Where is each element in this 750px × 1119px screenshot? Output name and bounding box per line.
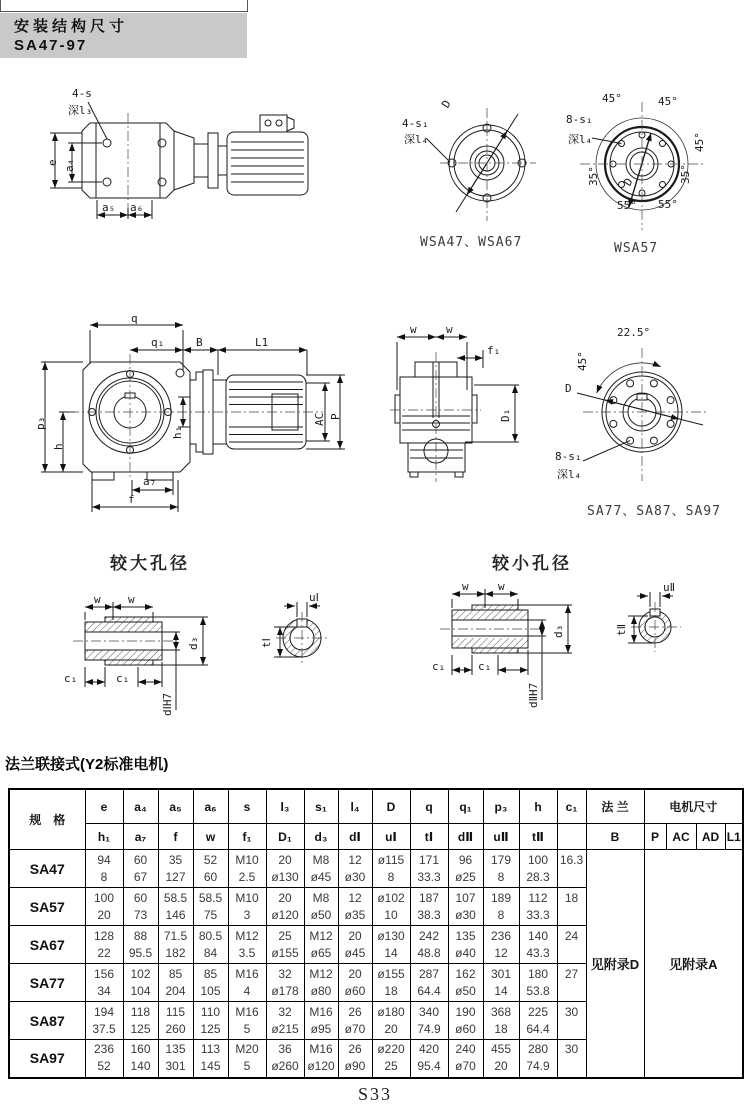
table-cell: 368 18: [483, 1002, 519, 1040]
dim-a4: a₄: [63, 158, 76, 172]
table-cell: 180 53.8: [519, 964, 557, 1002]
table-cell: 107 ø30: [448, 888, 483, 926]
table-cell: 30: [557, 1040, 586, 1078]
page-number: S33: [357, 1084, 392, 1104]
table-cell: 20 ø130: [266, 850, 304, 888]
table-cell: ø180 20: [372, 1002, 410, 1040]
motor-size-header: 电机尺寸: [644, 789, 743, 824]
col-header: d₃: [304, 824, 338, 850]
flange-column-header: 法 兰: [586, 789, 644, 824]
dim-f: f: [128, 493, 135, 506]
dim-a6: a₆: [130, 201, 144, 214]
dim-f1: f₁: [487, 344, 501, 357]
model-cell: SA67: [9, 926, 85, 964]
col-header: tⅠ: [410, 824, 448, 850]
page-subtitle: SA47-97: [14, 37, 88, 54]
table-cell: 140 43.3: [519, 926, 557, 964]
dim-angle-45-2: 45°: [658, 95, 678, 108]
dim-d: D: [439, 97, 454, 111]
table-cell: 35 127: [158, 850, 193, 888]
col-header: P: [644, 824, 666, 850]
col-header: l₃: [266, 789, 304, 824]
table-cell: 162 ø50: [448, 964, 483, 1002]
table-cell: 242 48.8: [410, 926, 448, 964]
col-header-b: B: [586, 824, 644, 850]
dim-w-left: w: [94, 593, 101, 606]
dim-angle-45: 45°: [576, 351, 589, 371]
table-cell: 287 64.4: [410, 964, 448, 1002]
dim-angle-35-2: 35°: [679, 164, 692, 184]
col-header: uⅡ: [483, 824, 519, 850]
col-header: tⅡ: [519, 824, 557, 850]
dim-p: P: [329, 413, 342, 420]
dim-depth-l4: 深l₄: [404, 133, 429, 146]
table-cell: 52 60: [193, 850, 228, 888]
dim-angle-55-2: 55°: [658, 198, 678, 211]
page-title: 安装结构尺寸: [14, 18, 129, 35]
table-cell: M10 2.5: [228, 850, 266, 888]
table-cell: 236 52: [85, 1040, 123, 1078]
table-cell: M16 ø95: [304, 1002, 338, 1040]
table-cell: 96 ø25: [448, 850, 483, 888]
table-cell: 60 73: [123, 888, 158, 926]
col-header: a₄: [123, 789, 158, 824]
col-header: w: [193, 824, 228, 850]
table-cell: 20 ø60: [338, 964, 372, 1002]
dim-d3: d₃: [187, 636, 200, 650]
table-cell: 236 12: [483, 926, 519, 964]
col-header: f₁: [228, 824, 266, 850]
dim-h: h: [52, 443, 65, 450]
table-cell: 58.5 146: [158, 888, 193, 926]
dim-w-right: w: [128, 593, 135, 606]
table-cell: M20 5: [228, 1040, 266, 1078]
dim-e: e: [46, 159, 59, 166]
table-cell: 340 74.9: [410, 1002, 448, 1040]
col-header: L1: [725, 824, 743, 850]
table-cell: M8 ø45: [304, 850, 338, 888]
table-cell: 225 64.4: [519, 1002, 557, 1040]
dim-a7: a₇: [143, 475, 157, 488]
table-cell: 88 95.5: [123, 926, 158, 964]
col-header: D: [372, 789, 410, 824]
dim-ac: AC: [313, 412, 326, 426]
table-cell: M8 ø50: [304, 888, 338, 926]
gearmotor-side-view-top-drawing: [38, 86, 328, 232]
dim-w-left: w: [410, 323, 417, 336]
caption-wsa57: WSA57: [614, 241, 659, 256]
dim-c1-left: c₁: [432, 660, 446, 673]
table-cell: 102 104: [123, 964, 158, 1002]
dim-4-s1: 4-s₁: [402, 117, 429, 130]
dim-d1: D₁: [499, 408, 512, 422]
col-header: a₅: [158, 789, 193, 824]
gearbox-front-view-drawing: [388, 320, 528, 485]
dim-w-left: w: [462, 580, 469, 593]
dim-c1-right: c₁: [478, 660, 492, 673]
dim-depth-l4: 深l₄: [557, 468, 582, 481]
table-cell: 100 20: [85, 888, 123, 926]
col-header: p₃: [483, 789, 519, 824]
dim-angle-55-1: 55°: [617, 199, 637, 212]
table-cell: 25 ø155: [266, 926, 304, 964]
page-header: [0, 13, 247, 58]
dim-w-right: w: [498, 580, 505, 593]
table-cell: 110 125: [193, 1002, 228, 1040]
table-cell: 16.3: [557, 850, 586, 888]
table-cell: M12 3.5: [228, 926, 266, 964]
col-header: a₇: [123, 824, 158, 850]
dim-d: D: [621, 175, 636, 189]
col-header: q₁: [448, 789, 483, 824]
col-header: [557, 824, 586, 850]
table-cell: 36 ø260: [266, 1040, 304, 1078]
top-strip-box: [0, 0, 248, 12]
col-header: f: [158, 824, 193, 850]
caption-wsa47-wsa67: WSA47、WSA67: [420, 235, 523, 250]
table-cell: 420 95.4: [410, 1040, 448, 1078]
table-cell: M16 5: [228, 1002, 266, 1040]
col-header: s₁: [304, 789, 338, 824]
flange-view-sa77-97-drawing: [543, 323, 721, 521]
dim-angle-45-1: 45°: [602, 92, 622, 105]
hollow-shaft-small-bore-drawing: [420, 578, 720, 723]
table-row: [9, 850, 743, 888]
col-header: AD: [696, 824, 725, 850]
table-cell: 194 37.5: [85, 1002, 123, 1040]
caption-sa77-sa87-sa97: SA77、SA87、SA97: [587, 504, 721, 519]
col-header: uⅠ: [372, 824, 410, 850]
table-cell: 190 ø60: [448, 1002, 483, 1040]
dim-d: D: [565, 382, 572, 395]
table-cell: ø115 8: [372, 850, 410, 888]
table-cell: ø155 18: [372, 964, 410, 1002]
dim-depth-l4: 深l₄: [568, 133, 593, 146]
table-cell: 20 ø45: [338, 926, 372, 964]
table-cell: 26 ø90: [338, 1040, 372, 1078]
table-cell: ø220 25: [372, 1040, 410, 1078]
table-cell: 115 260: [158, 1002, 193, 1040]
table-cell: 32 ø178: [266, 964, 304, 1002]
dim-w-right: w: [446, 323, 453, 336]
table-cell: 171 33.3: [410, 850, 448, 888]
dim-depth-l3: 深l₃: [68, 104, 93, 117]
col-header: q: [410, 789, 448, 824]
col-header: dⅠ: [338, 824, 372, 850]
dim-uII: uⅡ: [663, 581, 676, 594]
dimension-table: [8, 788, 744, 1079]
model-cell: SA87: [9, 1002, 85, 1040]
table-cell: 58.5 75: [193, 888, 228, 926]
dim-h1: h₁: [171, 425, 184, 439]
dim-angle-22-5: 22.5°: [617, 326, 651, 339]
flange-note-cell: 见附录D: [586, 850, 644, 1078]
spec-column-header: 规 格: [9, 789, 85, 850]
dim-q: q: [131, 312, 138, 325]
table-cell: 179 8: [483, 850, 519, 888]
table-cell: 80.5 84: [193, 926, 228, 964]
table-cell: 113 145: [193, 1040, 228, 1078]
table-cell: 135 ø40: [448, 926, 483, 964]
table-cell: 280 74.9: [519, 1040, 557, 1078]
col-header: e: [85, 789, 123, 824]
dim-uI: uⅠ: [309, 591, 319, 604]
dim-dII-h7: dⅡH7: [527, 682, 540, 708]
table-cell: 27: [557, 964, 586, 1002]
table-cell: M16 ø120: [304, 1040, 338, 1078]
bore-large-title: 较大孔径: [110, 554, 190, 573]
motor-note-cell: 见附录A: [644, 850, 743, 1078]
hollow-shaft-large-bore-drawing: [58, 588, 373, 723]
dim-tII: tⅡ: [615, 623, 628, 636]
dim-b: B: [196, 336, 203, 349]
table-cell: 128 22: [85, 926, 123, 964]
table-cell: 118 125: [123, 1002, 158, 1040]
table-cell: 12 ø30: [338, 850, 372, 888]
col-header: D₁: [266, 824, 304, 850]
model-cell: SA57: [9, 888, 85, 926]
col-header: s: [228, 789, 266, 824]
flange-view-wsa57-drawing: [566, 90, 736, 260]
dim-c1-left: c₁: [64, 672, 78, 685]
model-cell: SA47: [9, 850, 85, 888]
table-cell: 100 28.3: [519, 850, 557, 888]
table-cell: 30: [557, 1002, 586, 1040]
table-title: 法兰联接式(Y2标准电机): [5, 756, 169, 773]
col-header: dⅡ: [448, 824, 483, 850]
table-cell: M10 3: [228, 888, 266, 926]
dim-a5: a₅: [102, 201, 116, 214]
table-cell: ø130 14: [372, 926, 410, 964]
dim-l1: L1: [255, 336, 269, 349]
table-cell: M12 ø65: [304, 926, 338, 964]
col-header: c₁: [557, 789, 586, 824]
dim-4-s: 4-s: [72, 87, 92, 100]
table-cell: ø102 10: [372, 888, 410, 926]
col-header: AC: [666, 824, 696, 850]
table-cell: 189 8: [483, 888, 519, 926]
table-cell: 156 34: [85, 964, 123, 1002]
col-header: h: [519, 789, 557, 824]
table-cell: 135 301: [158, 1040, 193, 1078]
dim-q1: q₁: [151, 336, 165, 349]
table-cell: 85 105: [193, 964, 228, 1002]
table-cell: 240 ø70: [448, 1040, 483, 1078]
flange-view-wsa47-drawing: [398, 88, 563, 253]
table-cell: M16 4: [228, 964, 266, 1002]
bore-small-title: 较小孔径: [492, 554, 572, 573]
table-cell: 26 ø70: [338, 1002, 372, 1040]
table-cell: 60 67: [123, 850, 158, 888]
table-cell: 18: [557, 888, 586, 926]
gearmotor-side-view-mid-drawing: [33, 308, 368, 518]
table-cell: 71.5 182: [158, 926, 193, 964]
model-cell: SA97: [9, 1040, 85, 1078]
dim-angle-35-1: 35°: [587, 166, 600, 186]
col-header: h₁: [85, 824, 123, 850]
table-cell: 94 8: [85, 850, 123, 888]
table-cell: 112 33.3: [519, 888, 557, 926]
table-cell: 160 140: [123, 1040, 158, 1078]
table-cell: 455 20: [483, 1040, 519, 1078]
dim-c1-right: c₁: [116, 672, 130, 685]
dim-angle-45-3: 45°: [693, 132, 706, 152]
dim-d3: d₃: [552, 624, 565, 638]
dim-8-s1: 8-s₁: [555, 450, 582, 463]
table-cell: 85 204: [158, 964, 193, 1002]
col-header: a₆: [193, 789, 228, 824]
col-header: l₄: [338, 789, 372, 824]
model-cell: SA77: [9, 964, 85, 1002]
table-cell: 32 ø215: [266, 1002, 304, 1040]
dim-dI-h7: dⅠH7: [161, 692, 174, 716]
table-cell: 20 ø120: [266, 888, 304, 926]
table-cell: 12 ø35: [338, 888, 372, 926]
table-cell: 24: [557, 926, 586, 964]
table-cell: 187 38.3: [410, 888, 448, 926]
dim-p3: p₃: [34, 416, 47, 430]
dim-8-s1: 8-s₁: [566, 113, 593, 126]
table-cell: 301 14: [483, 964, 519, 1002]
table-cell: M12 ø80: [304, 964, 338, 1002]
dim-tI: tⅠ: [260, 638, 273, 648]
